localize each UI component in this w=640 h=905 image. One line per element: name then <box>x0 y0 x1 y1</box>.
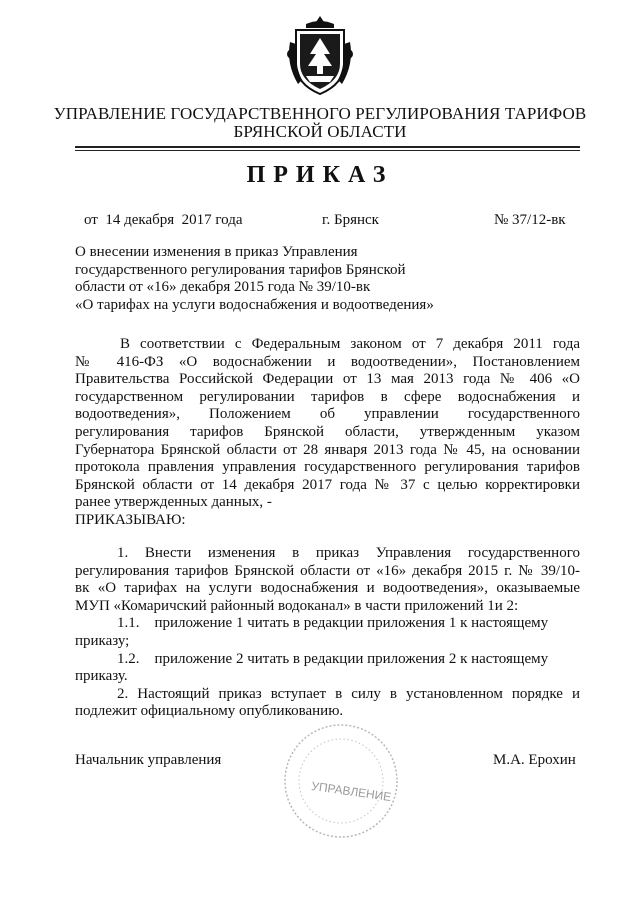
preamble-line: водоотведения», Положением об управлении государственного <box>75 406 580 423</box>
preamble-line: Губернатора Брянской области от 28 января 2013 года № 45, на основании <box>75 441 580 458</box>
order-items <box>75 545 580 721</box>
item-2-line: подлежит официальному опубликованию. <box>75 703 344 720</box>
subject-line: «О тарифах на услуги водоснабжения и водоотведения» <box>75 296 434 313</box>
organization-name-line2: БРЯНСКОЙ ОБЛАСТИ <box>233 122 407 141</box>
signer-name: М.А. Ерохин <box>493 752 576 768</box>
coat-of-arms-icon <box>286 14 354 98</box>
preamble-line: протокола правления управления государственного регулирования тарифов <box>75 459 580 476</box>
item-2-line: 2. Настоящий приказ вступает в силу в установленном порядке и <box>117 685 580 702</box>
stamp-text: УПРАВЛЕНИЕ <box>310 778 393 805</box>
item-1-1-line: 1.1. приложение 1 читать в редакции приложения 1 к настоящему <box>117 615 549 632</box>
header-divider-thin <box>75 150 580 151</box>
item-1-line: МУП «Комаричский районный водоканал» в части приложений 1и 2: <box>75 597 519 614</box>
order-word: ПРИКАЗЫВАЮ: <box>75 511 186 528</box>
item-1-1-line: приказу; <box>75 632 130 649</box>
document-title: ПРИКАЗ <box>246 162 394 188</box>
item-1-2-line: приказу. <box>75 668 128 685</box>
preamble-line: государственном регулировании тарифов в сфере водоснабжения и <box>75 388 580 405</box>
subject-line: О внесении изменения в приказ Управления <box>75 244 358 260</box>
preamble-line: № 416-ФЗ «О водоснабжении и водоотведении», Постановлением <box>75 353 580 370</box>
preamble-line: В соответствии с Федеральным законом от 7 декабря 2011 года <box>120 336 580 352</box>
document-date: от 14 декабря 2017 года <box>84 212 243 228</box>
official-stamp <box>282 722 400 840</box>
signer-position: Начальник управления <box>75 752 222 768</box>
preamble-line: ранее утвержденных данных, - <box>75 494 272 511</box>
subject-line: области от «16» декабря 2015 года № 39/10-вк <box>75 279 371 296</box>
preamble-paragraph <box>75 336 580 530</box>
item-1-2-line: 1.2. приложение 2 читать в редакции приложения 2 к настоящему <box>117 650 549 667</box>
organization-name-line1: УПРАВЛЕНИЕ ГОСУДАРСТВЕННОГО РЕГУЛИРОВАНИЯ ТАРИФОВ <box>53 104 587 123</box>
item-1-line: 1. Внести изменения в приказ Управления государственного <box>117 545 580 561</box>
item-1-line: вк «О тарифах на услуги водоснабжения и водоотведения», оказываемые <box>75 580 580 597</box>
subject-line: государственного регулирования тарифов Брянской <box>75 261 406 278</box>
document-number: № 37/12-вк <box>494 212 566 228</box>
item-1-line: регулирования тарифов Брянской области от «16» декабря 2015 г. № 39/10- <box>75 562 580 579</box>
preamble-line: Правительства Российской Федерации от 13 мая 2013 года № 406 «О <box>75 371 580 388</box>
document-subject <box>75 244 434 314</box>
header-divider-thick <box>75 146 580 148</box>
document-city: г. Брянск <box>322 212 379 228</box>
preamble-line: Брянской области от 14 декабря 2017 года № 37 с целью корректировки <box>75 476 580 493</box>
preamble-line: регулирования тарифов Брянской области, утвержденным указом <box>75 423 580 440</box>
